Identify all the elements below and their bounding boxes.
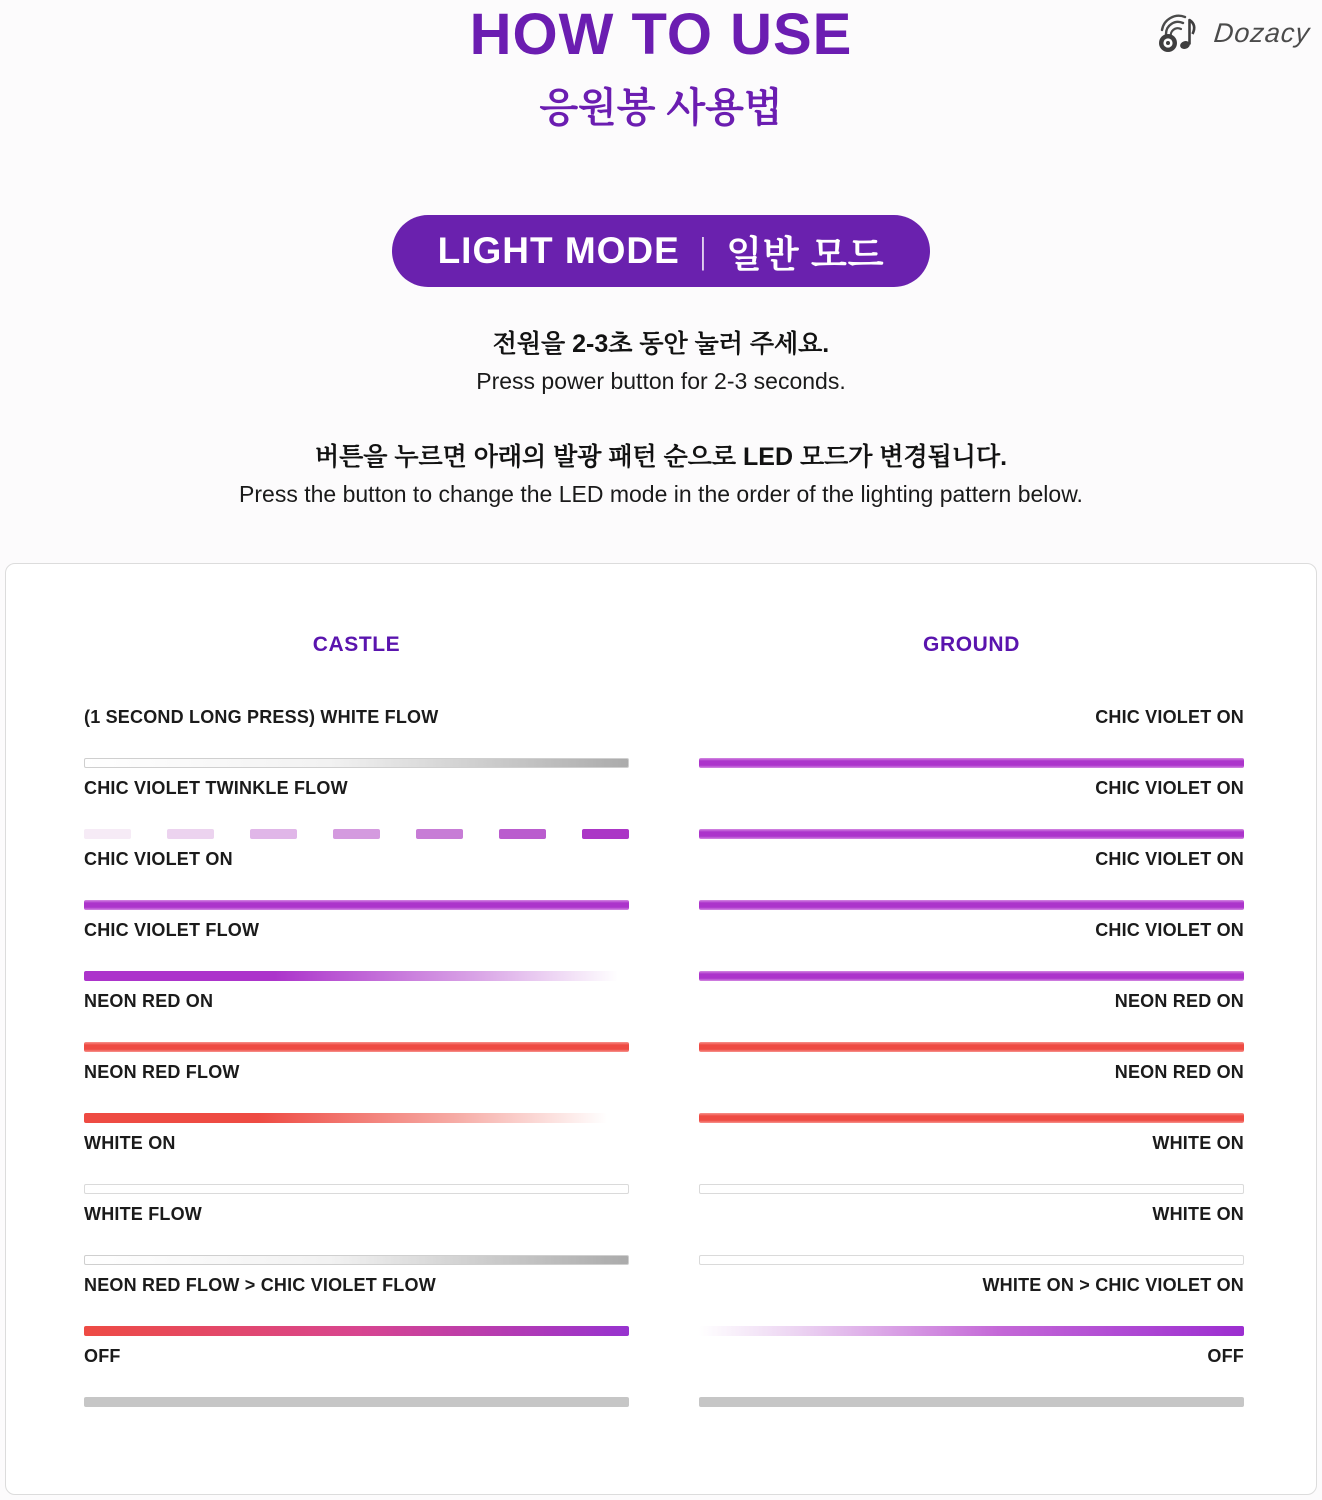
row-label-castle: CHIC VIOLET ON — [84, 849, 233, 869]
instruction-mode-change-korean: 버튼을 누르면 아래의 발광 패턴 순으로 LED 모드가 변경됩니다. — [314, 443, 1008, 471]
led-cell-ground — [699, 1274, 1244, 1336]
led-bar-white-flow — [84, 758, 629, 768]
led-cell-castle — [84, 848, 629, 910]
instruction-mode-change-english: Press the button to change the LED mode in the order of the lighting pattern below. — [239, 481, 1083, 507]
led-bar-violet-on — [699, 971, 1244, 981]
led-bar-red-on — [699, 1113, 1244, 1123]
table-row — [84, 990, 1244, 1052]
led-bar-white-flow — [84, 1255, 629, 1265]
light-mode-badge-wrap — [0, 215, 1322, 287]
light-mode-badge — [392, 215, 931, 287]
led-cell-ground — [699, 1061, 1244, 1123]
led-bar-off-gray — [699, 1397, 1244, 1407]
column-header-castle: CASTLE — [312, 633, 401, 656]
table-row — [84, 1203, 1244, 1265]
twinkle-dash — [250, 829, 297, 839]
led-bar-violet-on — [699, 900, 1244, 910]
led-bar-red-to-violet — [84, 1326, 629, 1336]
led-cell-castle — [84, 1203, 629, 1265]
twinkle-dash — [416, 829, 463, 839]
instruction-power — [0, 325, 1322, 400]
instruction-mode-change — [0, 438, 1322, 513]
led-cell-castle — [84, 990, 629, 1052]
led-pattern-table — [5, 563, 1317, 1495]
led-cell-ground — [699, 848, 1244, 910]
table-row — [84, 1345, 1244, 1407]
table-row — [84, 1061, 1244, 1123]
led-bar-off-gray — [84, 1397, 629, 1407]
table-row — [84, 777, 1244, 839]
led-table-header — [84, 634, 1244, 656]
led-bar-white-to-violet — [699, 1326, 1244, 1336]
music-note-icon — [1154, 8, 1212, 59]
row-label-castle: CHIC VIOLET TWINKLE FLOW — [84, 778, 348, 798]
row-label-castle: (1 SECOND LONG PRESS) WHITE FLOW — [84, 707, 439, 727]
led-bar-red-on — [84, 1042, 629, 1052]
led-table-rows — [84, 706, 1244, 1407]
led-bar-violet-on — [699, 758, 1244, 768]
instruction-power-korean: 전원을 2-3초 동안 눌러 주세요. — [492, 330, 830, 358]
led-cell-ground — [699, 706, 1244, 768]
led-bar-red-flow — [84, 1113, 629, 1123]
badge-label-ko: 일반 모드 — [726, 234, 885, 275]
row-label-ground: OFF — [1207, 1346, 1244, 1366]
row-label-ground: NEON RED ON — [1114, 991, 1244, 1011]
brand-name: Dozacy — [1212, 18, 1312, 48]
row-label-castle: CHIC VIOLET FLOW — [84, 920, 260, 940]
led-cell-ground — [699, 1132, 1244, 1194]
led-cell-ground — [699, 1203, 1244, 1265]
led-cell-ground — [699, 1345, 1244, 1407]
row-label-castle: OFF — [84, 1346, 121, 1366]
table-row — [84, 919, 1244, 981]
led-cell-castle — [84, 706, 629, 768]
led-bar-violet-on — [84, 900, 629, 910]
led-bar-red-on — [699, 1042, 1244, 1052]
twinkle-dash — [582, 829, 629, 839]
table-row — [84, 1132, 1244, 1194]
row-label-castle: NEON RED FLOW — [84, 1062, 240, 1082]
led-bar-violet-on — [699, 829, 1244, 839]
badge-separator: | — [700, 230, 706, 271]
instruction-power-english: Press power button for 2-3 seconds. — [476, 368, 846, 394]
row-label-ground: CHIC VIOLET ON — [1095, 849, 1244, 869]
brand-watermark — [1154, 8, 1310, 59]
row-label-castle: NEON RED FLOW > CHIC VIOLET FLOW — [84, 1275, 436, 1295]
led-bar-violet-twinkle — [84, 829, 629, 839]
twinkle-dash — [499, 829, 546, 839]
led-cell-ground — [699, 919, 1244, 981]
row-label-ground: CHIC VIOLET ON — [1095, 778, 1244, 798]
table-row — [84, 848, 1244, 910]
row-label-castle: WHITE FLOW — [84, 1204, 202, 1224]
page-title: HOW TO USE — [469, 2, 853, 67]
badge-label-en: LIGHT MODE — [437, 230, 680, 271]
row-label-ground: CHIC VIOLET ON — [1095, 920, 1244, 940]
led-cell-ground — [699, 990, 1244, 1052]
row-label-castle: WHITE ON — [84, 1133, 176, 1153]
led-bar-violet-flow — [84, 971, 629, 981]
led-cell-ground — [699, 777, 1244, 839]
table-row — [84, 706, 1244, 768]
led-bar-white-on — [84, 1184, 629, 1194]
column-header-ground: GROUND — [923, 633, 1020, 656]
row-label-castle: NEON RED ON — [84, 991, 214, 1011]
page-subtitle-korean: 응원봉 사용법 — [539, 86, 783, 130]
led-bar-white-on — [699, 1255, 1244, 1265]
led-cell-castle — [84, 1345, 629, 1407]
row-label-ground: WHITE ON — [1152, 1204, 1244, 1224]
led-cell-castle — [84, 919, 629, 981]
row-label-ground: WHITE ON — [1152, 1133, 1244, 1153]
twinkle-dash — [167, 829, 214, 839]
row-label-ground: WHITE ON > CHIC VIOLET ON — [982, 1275, 1244, 1295]
led-cell-castle — [84, 1132, 629, 1194]
led-cell-castle — [84, 1061, 629, 1123]
row-label-ground: NEON RED ON — [1114, 1062, 1244, 1082]
table-row — [84, 1274, 1244, 1336]
led-cell-castle — [84, 777, 629, 839]
row-label-ground: CHIC VIOLET ON — [1095, 707, 1244, 727]
led-cell-castle — [84, 1274, 629, 1336]
led-bar-white-on — [699, 1184, 1244, 1194]
twinkle-dash — [333, 829, 380, 839]
twinkle-dash — [84, 829, 131, 839]
